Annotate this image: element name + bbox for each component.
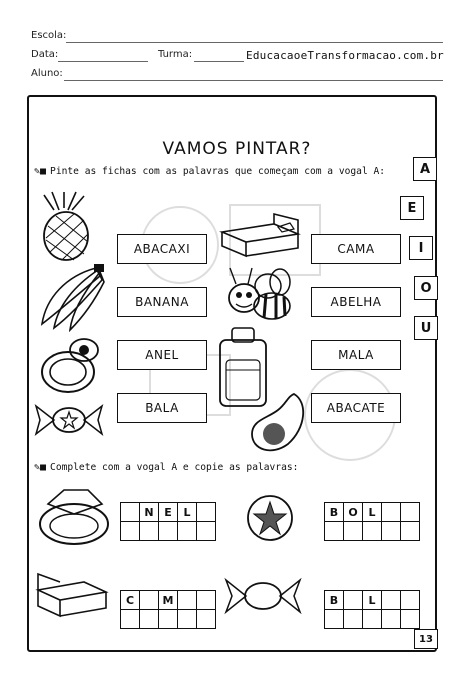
instruction-2 [34, 462, 298, 473]
fill-cell: N [140, 503, 159, 521]
bee-icon [222, 262, 296, 326]
vowel-tile-i: I [409, 236, 433, 260]
copy-cell[interactable] [325, 522, 344, 540]
card-mala[interactable]: MALA [311, 340, 401, 370]
instruction-2-text: Complete com a vogal A e copie as palavras: [50, 462, 299, 473]
fill-cell[interactable] [382, 591, 401, 609]
instruction-1-text: Pinte as fichas com as palavras que começam com a vogal A: [50, 166, 386, 177]
fill-cell[interactable] [178, 591, 197, 609]
card-abelha[interactable]: ABELHA [311, 287, 401, 317]
copy-cell[interactable] [363, 610, 382, 628]
copy-cell[interactable] [121, 522, 140, 540]
copy-cell[interactable] [140, 610, 159, 628]
copy-cell[interactable] [178, 610, 197, 628]
bed-icon [34, 566, 110, 618]
fill-grid-cama[interactable] [120, 590, 216, 629]
candy-icon [222, 574, 304, 618]
ring-icon [36, 334, 106, 396]
copy-cell[interactable] [382, 522, 401, 540]
ring-icon [34, 486, 112, 548]
page-title: VAMOS PINTAR? [162, 139, 312, 159]
fill-cell: B [325, 591, 344, 609]
fill-cell[interactable] [197, 503, 215, 521]
card-banana[interactable]: BANANA [117, 287, 207, 317]
copy-cell[interactable] [159, 610, 178, 628]
fill-cell[interactable] [401, 503, 419, 521]
copy-cell[interactable] [325, 610, 344, 628]
banana-icon [36, 262, 108, 332]
instruction-1 [34, 166, 385, 177]
pencil-icon: ✎■ [34, 166, 47, 177]
fill-cell[interactable] [140, 591, 159, 609]
bed-icon [218, 210, 302, 260]
copy-cell[interactable] [140, 522, 159, 540]
card-abacate[interactable]: ABACATE [311, 393, 401, 423]
candy-icon [32, 400, 106, 440]
card-bala[interactable]: BALA [117, 393, 207, 423]
pineapple-icon [34, 190, 104, 262]
card-cama[interactable]: CAMA [311, 234, 401, 264]
fill-grid-bola[interactable] [324, 502, 420, 541]
copy-cell[interactable] [344, 522, 363, 540]
fill-cell: B [325, 503, 344, 521]
ball-icon [242, 490, 298, 546]
fill-cell[interactable] [382, 503, 401, 521]
copy-cell[interactable] [197, 522, 215, 540]
fill-cell: L [363, 591, 382, 609]
card-anel[interactable]: ANEL [117, 340, 207, 370]
school-label: Escola: [31, 30, 67, 41]
class-label: Turma: [158, 49, 193, 60]
site-url: EducacaoeTransformacao.com.br [246, 49, 444, 62]
fill-cell[interactable]: O [344, 503, 363, 521]
fill-cell[interactable] [344, 591, 363, 609]
student-line[interactable] [64, 80, 443, 81]
card-abacaxi[interactable]: ABACAXI [117, 234, 207, 264]
vowel-tile-u: U [414, 316, 438, 340]
fill-cell: M [159, 591, 178, 609]
class-line[interactable] [194, 61, 244, 62]
fill-cell: L [363, 503, 382, 521]
fill-cell[interactable] [197, 591, 215, 609]
copy-cell[interactable] [382, 610, 401, 628]
fill-cell: E [159, 503, 178, 521]
copy-cell[interactable] [363, 522, 382, 540]
copy-cell[interactable] [121, 610, 140, 628]
fill-cell: C [121, 591, 140, 609]
copy-cell[interactable] [197, 610, 215, 628]
page-number: 13 [414, 629, 438, 649]
fill-grid-anel[interactable] [120, 502, 216, 541]
fill-cell[interactable] [121, 503, 140, 521]
pencil-icon: ✎■ [34, 462, 47, 473]
date-line[interactable] [58, 61, 148, 62]
vowel-tile-o: O [414, 276, 438, 300]
school-line[interactable] [66, 42, 443, 43]
copy-cell[interactable] [159, 522, 178, 540]
copy-cell[interactable] [178, 522, 197, 540]
avocado-icon [244, 390, 310, 456]
vowel-tile-e: E [400, 196, 424, 220]
copy-cell[interactable] [344, 610, 363, 628]
fill-cell: L [178, 503, 197, 521]
date-label: Data: [31, 49, 59, 60]
copy-cell[interactable] [401, 522, 419, 540]
fill-cell[interactable] [401, 591, 419, 609]
copy-cell[interactable] [401, 610, 419, 628]
student-label: Aluno: [31, 68, 63, 79]
fill-grid-bala[interactable] [324, 590, 420, 629]
vowel-tile-a: A [413, 157, 437, 181]
